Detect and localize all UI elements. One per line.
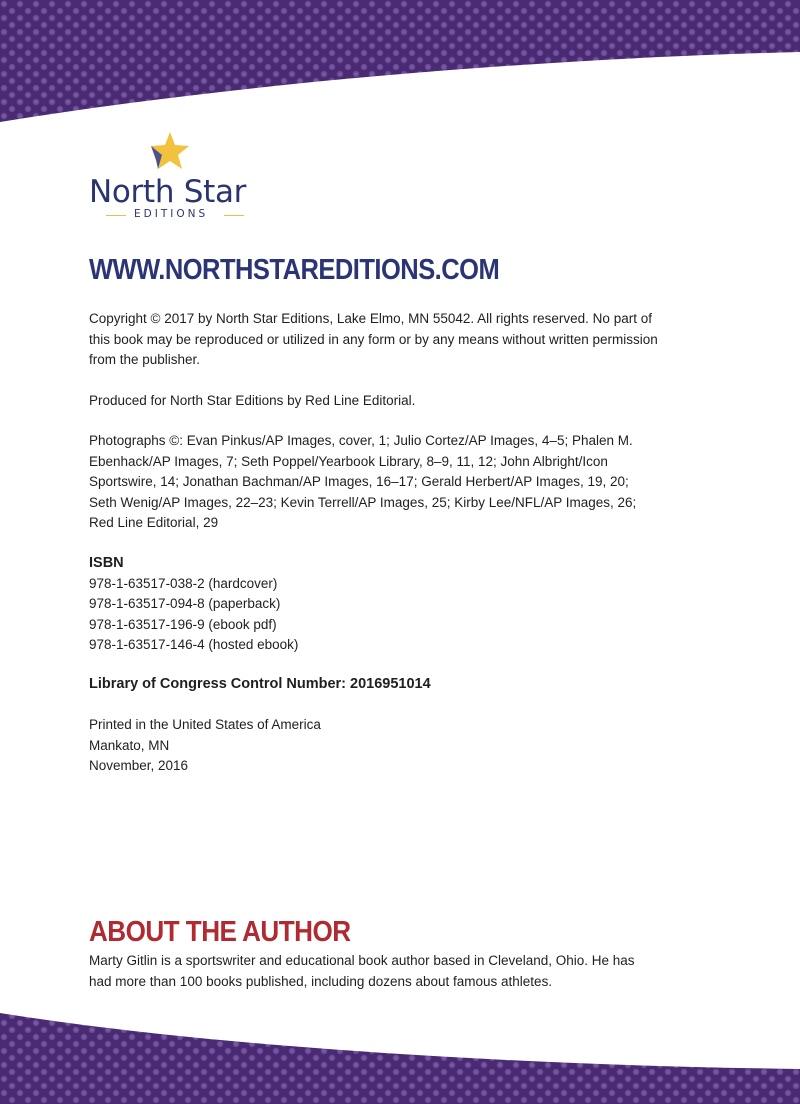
isbn-item: 978-1-63517-146-4 (hosted ebook) — [89, 637, 299, 653]
photo-credits: Photographs ©: Evan Pinkus/AP Images, cover, 1; Julio Cortez/AP Images, 4–5; Phalen M. Ebenhack/AP Images, 7; Seth Poppel/Yearbook Library, 8–9, 11, 12; John Albright/Icon Sportswire, 14; Jonathan Bachman/AP Images, 16–17; Gerald Herbert/AP Images, 19, 20; Seth Wenig/AP Images, 22–23; Kevin Terrell/AP Images, 25; Kirby Lee/NFL/AP Images, 26; Red Line Editorial, 29 — [89, 433, 637, 531]
about-author-body: Marty Gitlin is a sportswriter and educational book author based in Cleveland, Ohio. He has had more than 100 books published, including dozens about famous athletes. — [89, 953, 635, 989]
star-icon — [148, 130, 192, 172]
isbn-heading: ISBN — [89, 555, 124, 571]
logo-subtitle — [106, 208, 236, 222]
logo-rule-right — [224, 215, 244, 216]
printing-info — [89, 715, 659, 777]
bottom-decorative-band — [0, 1005, 800, 1104]
top-decorative-band — [0, 0, 800, 125]
isbn-item: 978-1-63517-038-2 (hardcover) — [89, 575, 278, 591]
website-heading: WWW.NORTHSTAREDITIONS.COM — [89, 254, 500, 286]
printing-line: Mankato, MN — [89, 737, 170, 753]
logo-wordmark: North Star — [89, 174, 247, 210]
isbn-item: 978-1-63517-094-8 (paperback) — [89, 596, 281, 612]
produced-by-note: Produced for North Star Editions by Red Line Editorial. — [89, 393, 416, 408]
copyright-notice: Copyright © 2017 by North Star Editions, Lake Elmo, MN 55042. All rights reserved. No part of this book may be reproduced or utilized in any form or by any means without written permission from the publisher. — [89, 311, 658, 368]
logo-editions-text: EDITIONS — [134, 208, 209, 220]
lccn-line: Library of Congress Control Number: 2016951014 — [89, 676, 431, 692]
isbn-item: 978-1-63517-196-9 (ebook pdf) — [89, 616, 277, 632]
about-author-heading: ABOUT THE AUTHOR — [89, 916, 351, 948]
printing-line: November, 2016 — [89, 758, 189, 774]
isbn-block — [89, 553, 659, 656]
logo-rule-left — [106, 215, 126, 216]
north-star-logo — [86, 130, 258, 222]
printing-line: Printed in the United States of America — [89, 717, 321, 732]
